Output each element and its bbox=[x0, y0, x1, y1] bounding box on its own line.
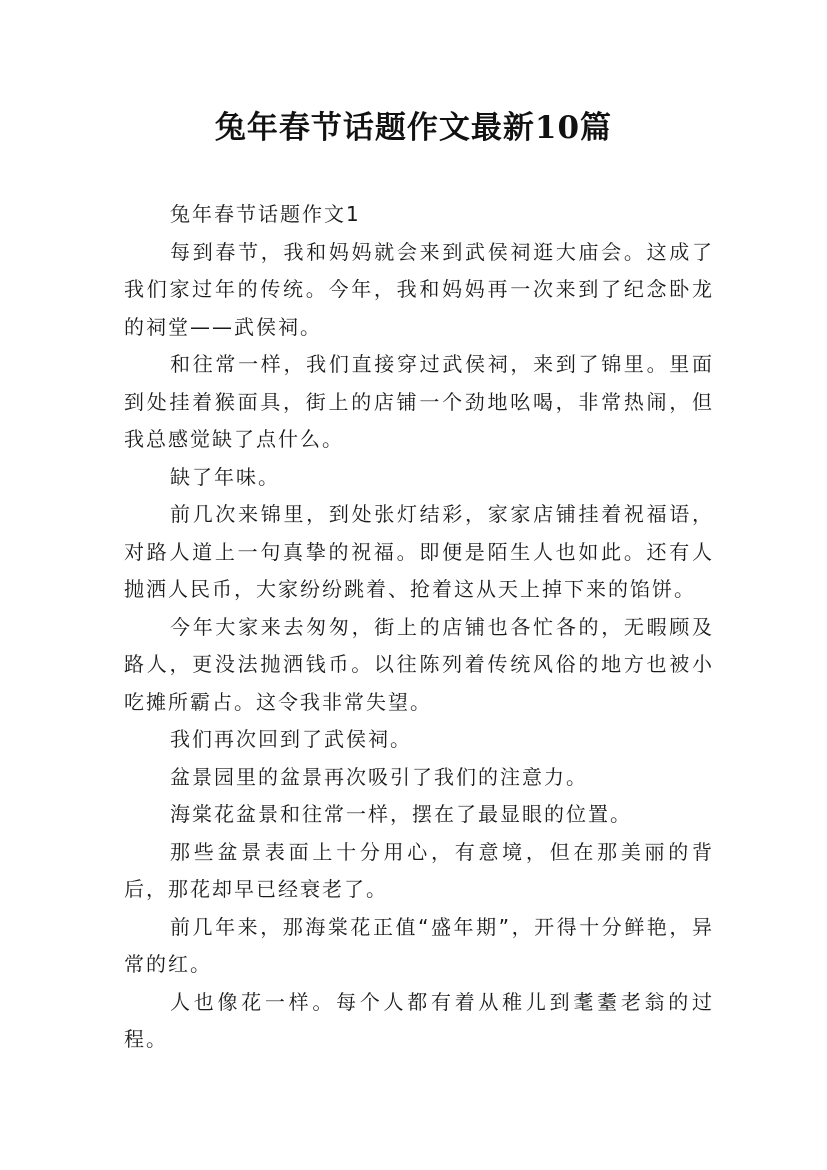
paragraph: 人也像花一样。每个人都有着从稚儿到耄耋老翁的过程。 bbox=[124, 989, 714, 1051]
paragraph: 盆景园里的盆景再次吸引了我们的注意力。 bbox=[170, 764, 588, 789]
paragraph: 和往常一样，我们直接穿过武侯祠，来到了锦里。里面到处挂着猴面具，街上的店铺一个劲地吆喝，非常热闹，但我总感觉缺了点什么。 bbox=[124, 352, 714, 451]
paragraph: 海棠花盆景和往常一样，摆在了最显眼的位置。 bbox=[170, 802, 632, 826]
paragraph: 那些盆景表面上十分用心，有意境，但在那美丽的背后，那花却早已经衰老了。 bbox=[124, 839, 714, 901]
paragraph: 前几次来锦里，到处张灯结彩，家家店铺挂着祝福语，对路人道上一句真挚的祝福。即便是陌生人也如此。还有人抛洒人民币，大家纷纷跳着、抢着这从天上掉下来的馅饼。 bbox=[124, 502, 714, 601]
paragraph: 缺了年味。 bbox=[170, 464, 280, 489]
paragraph: 今年大家来去匆匆，街上的店铺也各忙各的，无暇顾及路人，更没法抛洒钱币。以往陈列着传统风俗的地方也被小吃摊所霸占。这令我非常失望。 bbox=[124, 614, 714, 714]
document-title: 兔年春节话题作文最新10篇 bbox=[214, 110, 613, 146]
essay-heading: 兔年春节话题作文1 bbox=[170, 202, 361, 226]
document-body bbox=[124, 196, 714, 1059]
paragraph: 前几年来，那海棠花正值“盛年期”，开得十分鲜艳，异常的红。 bbox=[124, 914, 714, 976]
paragraph: 我们再次回到了武侯祠。 bbox=[170, 727, 412, 751]
paragraph: 每到春节，我和妈妈就会来到武侯祠逛大庙会。这成了我们家过年的传统。今年，我和妈妈再一次来到了纪念卧龙的祠堂——武侯祠。 bbox=[124, 239, 714, 339]
